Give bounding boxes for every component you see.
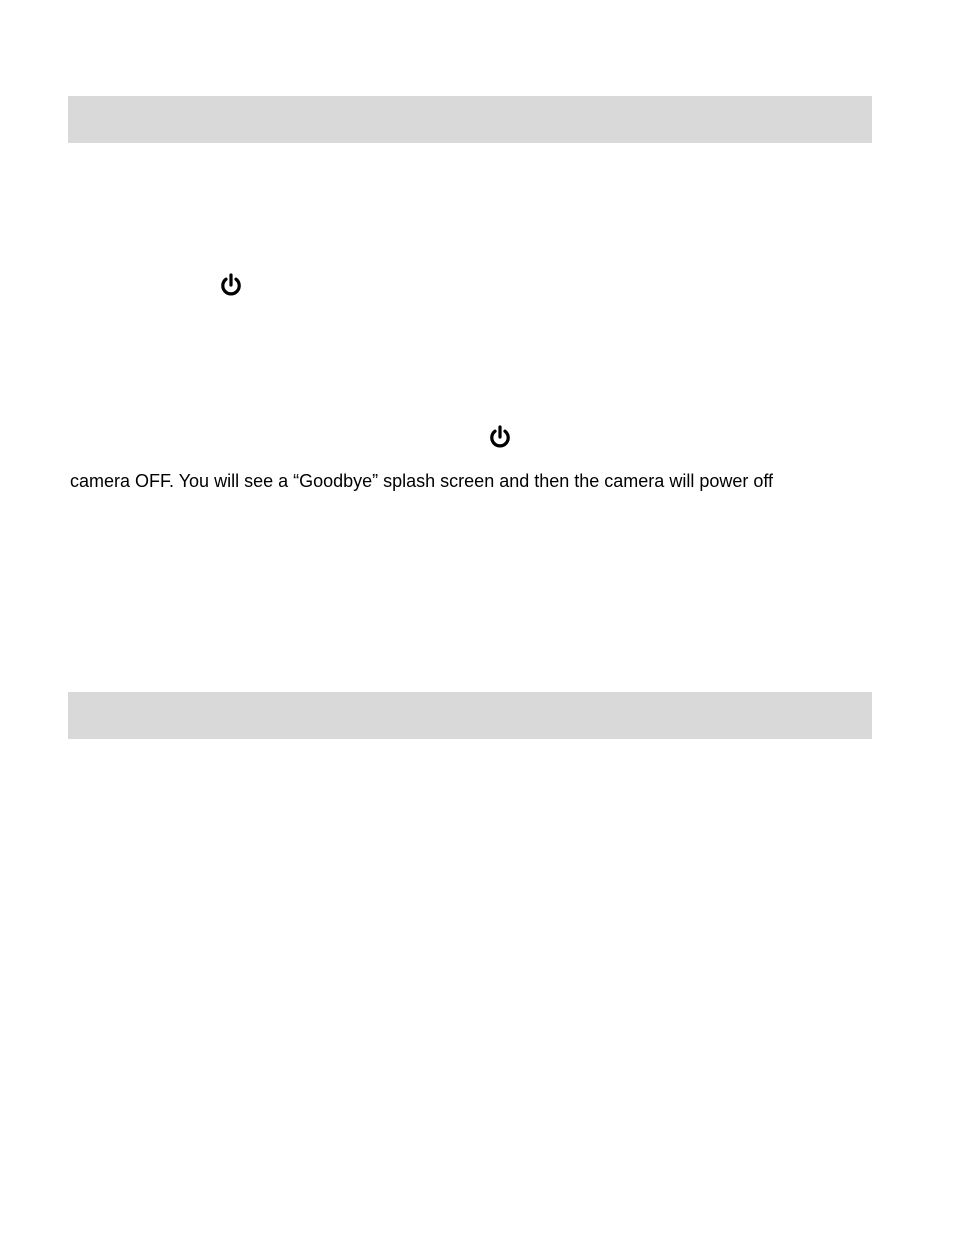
section-header-bar [68, 96, 872, 143]
section-header-bar [68, 692, 872, 739]
power-icon [218, 272, 244, 298]
power-icon [487, 424, 513, 450]
power-off-instruction-text: camera OFF. You will see a “Goodbye” splash screen and then the camera will power off [70, 471, 774, 491]
